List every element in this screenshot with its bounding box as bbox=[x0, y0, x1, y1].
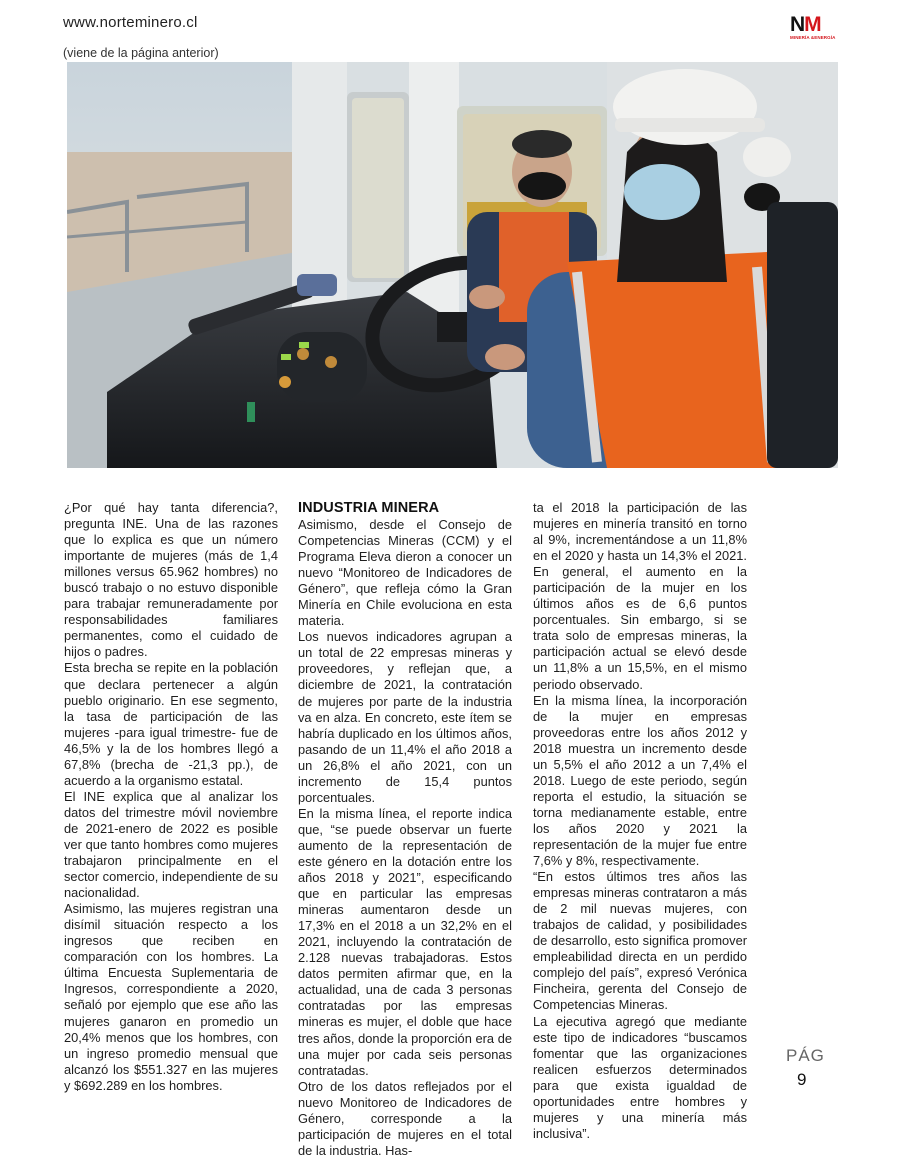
simulator-photo bbox=[67, 62, 838, 468]
site-url[interactable]: www.norteminero.cl bbox=[63, 14, 198, 31]
paragraph: ta el 2018 la participación de las mujeres en minería transitó en torno al 9%, incrementándose a un 11,8% en el 2020 y hasta un 14,3% el 2021. En general, el aumento en la participación de la mujer en los últimos años es de 6,6 puntos porcentuales. Sin embargo, si se trata solo de empresas mineras, la participación actual se elevó desde un 11,8% a un 15,5%, en el mismo periodo observado. bbox=[533, 500, 747, 692]
continued-note: (viene de la página anterior) bbox=[63, 46, 219, 60]
paragraph: Los nuevos indicadores agrupan a un total de 22 empresas mineras y proveedores, y reflejan que, a diciembre de 2021, la contratación de mujeres por parte de la industria va en alza. En concreto, este ítem se habría duplicado en los últimos años, pasando de un 11,4% el año 2018 a un 26,8% el año 2021, con un incremento de 15,4 puntos porcentuales. bbox=[298, 629, 512, 805]
article-column-1 bbox=[64, 500, 278, 1094]
article-column-2 bbox=[298, 500, 512, 1159]
paragraph: “En estos últimos tres años las empresas mineras contrataron a más de 2 mil nuevas mujeres, con trabajos de calidad, y posibilidades de desarrollo, esto significa promover empleabilidad directa en un perdido complejo del país”, expresó Verónica Fincheira, gerenta del Consejo de Competencias Mineras. bbox=[533, 869, 747, 1013]
paragraph: Otro de los datos reflejados por el nuevo Monitoreo de Indicadores de Género, corresponde a la participación de mujeres en el total de la industria. Has- bbox=[298, 1078, 512, 1158]
publication-logo: NM MINERÍA &ENERGÍA bbox=[790, 13, 836, 40]
page-number: 9 bbox=[797, 1070, 807, 1089]
paragraph: La ejecutiva agregó que mediante este tipo de indicadores “buscamos fomentar que las organizaciones realicen esfuerzos determinados para que exista igualdad de oportunidades entre hombres y mujeres y una minería más inclusiva”. bbox=[533, 1013, 747, 1141]
paragraph: En la misma línea, el reporte indica que, “se puede observar un fuerte aumento de la representación de este género en la dotación entre los años 2018 y 2021”, especificando que en particular las empresas mineras aumentaron desde un 17,3% en el 2018 a un 32,2% en el 2021, incluyendo la contratación de 2.128 nuevas trabajadoras. Estos datos permiten afirmar que, en la actualidad, una de cada 3 personas contratadas por las empresas mineras es mujer, el doble que hace tres años, donde la proporción era de una mujer por cada seis personas contratadas. bbox=[298, 805, 512, 1078]
page-label: PÁG bbox=[786, 1046, 825, 1065]
paragraph: En la misma línea, la incorporación de la mujer en empresas proveedoras entre los años 2012 y 2018 muestra un incremento desde un 5,5% el año 2012 a un 7,4% el 2018. Luego de este periodo, según reporta el estudio, la situación se torna medianamente estable, entre los años 2020 y 2021 la representación de la mujer fue entre 7,6% y 8%, respectivamente. bbox=[533, 692, 747, 869]
article-column-3 bbox=[533, 500, 747, 1142]
paragraph: Esta brecha se repite en la población que declara pertenecer a algún pueblo originario. En ese segmento, la tasa de participación de las mujeres -para igual trimestre- fue de 46,5% y la de los hombres llegó a 67,8% (brecha de -21,3 pp.), de acuerdo a la organismo estatal. bbox=[64, 660, 278, 788]
paragraph: El INE explica que al analizar los datos del trimestre móvil noviembre de 2021-enero de 2022 es posible ver que tanto hombres como mujeres trabajaron principalmente en el sector comercio, independiente de su nacionalidad. bbox=[64, 788, 278, 901]
paragraph: Asimismo, las mujeres registran una disímil situación respecto a los ingresos que reciben en comparación con los hombres. La última Encuesta Suplementaria de Ingresos, correspondiente a 2020, señaló por ejemplo que ese año las mujeres ganaron en promedio un 20,4% menos que los hombres, con un ingreso promedio mensual que alcanzó los $551.327 en las mujeres y $692.289 en los hombres. bbox=[64, 901, 278, 1093]
paragraph: ¿Por qué hay tanta diferencia?, pregunta INE. Una de las razones que lo explica es que un número importante de mujeres (más de 1,4 millones versus 65.962 hombres) no buscó trabajo o no estuvo disponible para trabajar remuneradamente por responsabilidades familiares permanentes, como el cuidado de hijos o padres. bbox=[64, 500, 278, 660]
paragraph: Asimismo, desde el Consejo de Competencias Mineras (CCM) y el Programa Eleva dieron a conocer un nuevo “Monitoreo de Indicadores de Género”, que refleja cómo la Gran Minería en Chile evoluciona en esta materia. bbox=[298, 517, 512, 629]
section-heading: INDUSTRIA MINERA bbox=[298, 500, 440, 516]
